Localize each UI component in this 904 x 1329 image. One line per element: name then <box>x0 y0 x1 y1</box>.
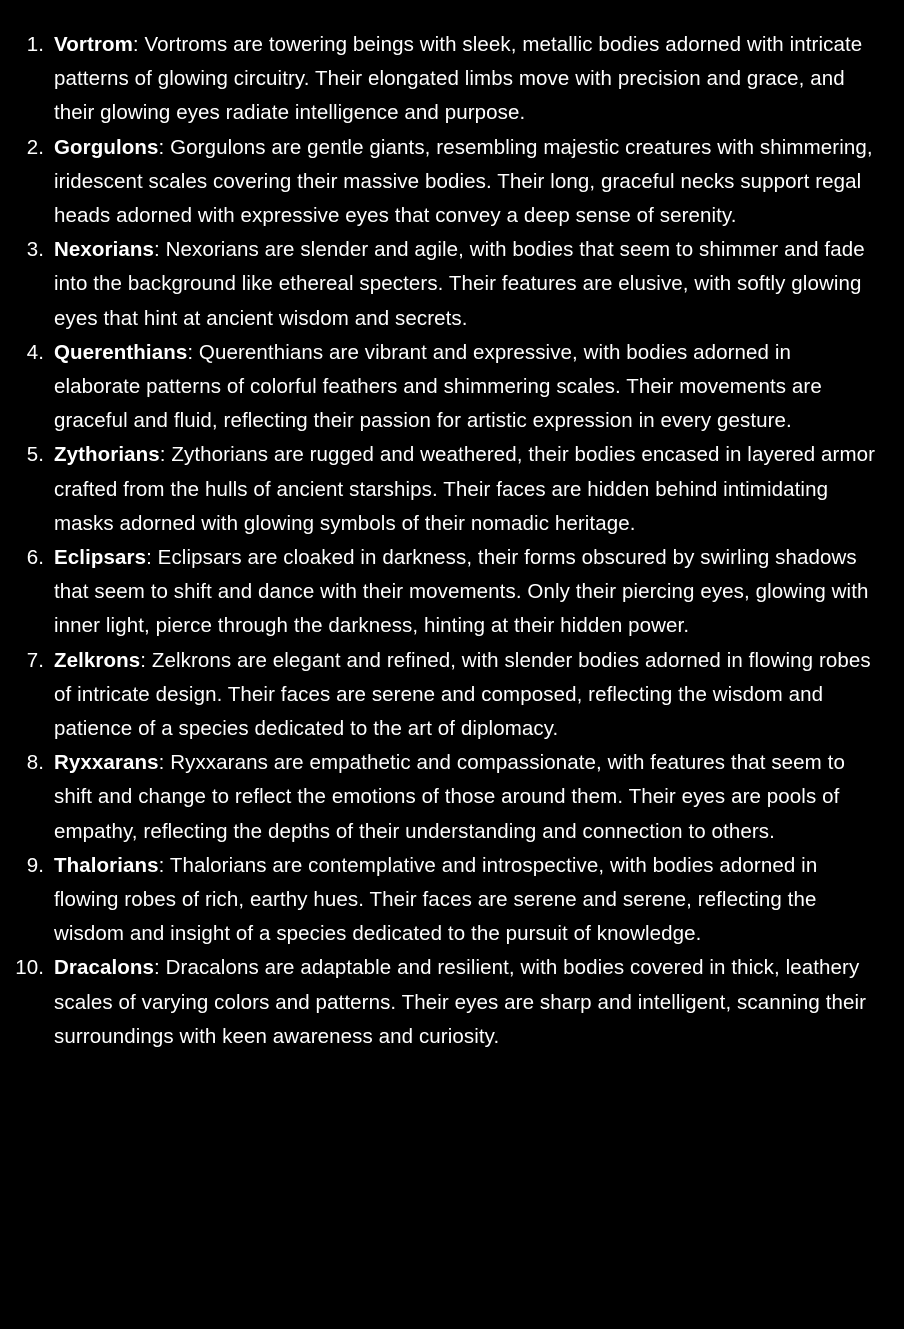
species-description: : Thalorians are contemplative and introspective, with bodies adorned in flowing robes of rich, earthy hues. Their faces are serene and serene, reflecting the wisdom and insight of a species dedicated to the pursuit of knowledge. <box>54 853 818 946</box>
item-number: 3. <box>26 238 44 262</box>
species-description: : Eclipsars are cloaked in darkness, their forms obscured by swirling shadows that seem to shift and dance with their movements. Only their piercing eyes, glowing with inner light, pierce through the darkness, hinting at their hidden power. <box>54 546 869 638</box>
species-description: : Querenthians are vibrant and expressive, with bodies adorned in elaborate patterns of colorful feathers and shimmering scales. Their movements are graceful and fluid, reflecting their passion for artistic expression in every gesture. <box>54 340 822 433</box>
species-name: Vortrom <box>54 33 133 56</box>
species-name: Zelkrons <box>54 648 141 672</box>
item-number: 9. <box>26 853 44 877</box>
species-name: Zythorians <box>54 443 160 467</box>
list-item <box>0 438 904 541</box>
species-name: Thalorians <box>54 853 159 877</box>
species-name: Querenthians <box>54 340 188 364</box>
list-item <box>0 233 904 336</box>
list-item <box>0 541 904 644</box>
item-number: 6. <box>26 546 44 570</box>
item-number: 4. <box>26 340 44 364</box>
item-number: 2. <box>26 135 44 159</box>
list-item <box>0 644 904 747</box>
species-description: : Zythorians are rugged and weathered, their bodies encased in layered armor crafted from the hulls of ancient starships. Their faces are hidden behind intimidating masks adorned with glowing symbols of their nomadic heritage. <box>54 443 876 535</box>
species-description: : Ryxxarans are empathetic and compassionate, with features that seem to shift and change to reflect the emotions of those around them. Their eyes are pools of empathy, reflecting the depths of their understanding and connection to others. <box>54 751 845 843</box>
species-list <box>0 28 904 1054</box>
list-item <box>0 131 904 234</box>
item-number: 8. <box>26 751 44 775</box>
item-number: 7. <box>26 648 44 672</box>
list-item <box>0 951 904 1054</box>
species-name: Eclipsars <box>54 546 147 570</box>
species-description: : Vortroms are towering beings with sleek, metallic bodies adorned with intricate patterns of glowing circuitry. Their elongated limbs move with precision and grace, and their glowing eyes radiate intelligence and purpose. <box>54 33 863 125</box>
list-item <box>0 746 904 849</box>
species-description: : Nexorians are slender and agile, with bodies that seem to shimmer and fade into the background like ethereal specters. Their features are elusive, with softly glowing eyes that hint at ancient wisdom and secrets. <box>54 238 865 330</box>
species-name: Dracalons <box>54 956 155 980</box>
item-number: 10. <box>15 956 44 980</box>
item-number: 1. <box>26 33 44 56</box>
species-name: Ryxxarans <box>54 751 159 775</box>
species-description: : Dracalons are adaptable and resilient, with bodies covered in thick, leathery scales of varying colors and patterns. Their eyes are sharp and intelligent, scanning their surroundings with keen awareness and curiosity. <box>54 956 867 1048</box>
item-number: 5. <box>26 443 44 467</box>
list-item <box>0 849 904 952</box>
species-description: : Gorgulons are gentle giants, resembling majestic creatures with shimmering, iridescent scales covering their massive bodies. Their long, graceful necks support regal heads adorned with expressive eyes that convey a deep sense of serenity. <box>54 135 873 228</box>
list-item <box>0 336 904 439</box>
species-name: Gorgulons <box>54 135 159 159</box>
species-description: : Zelkrons are elegant and refined, with slender bodies adorned in flowing robes of intricate design. Their faces are serene and composed, reflecting the wisdom and patience of a species dedicated to the art of diplomacy. <box>54 648 871 741</box>
list-item <box>0 28 904 131</box>
species-name: Nexorians <box>54 238 155 262</box>
